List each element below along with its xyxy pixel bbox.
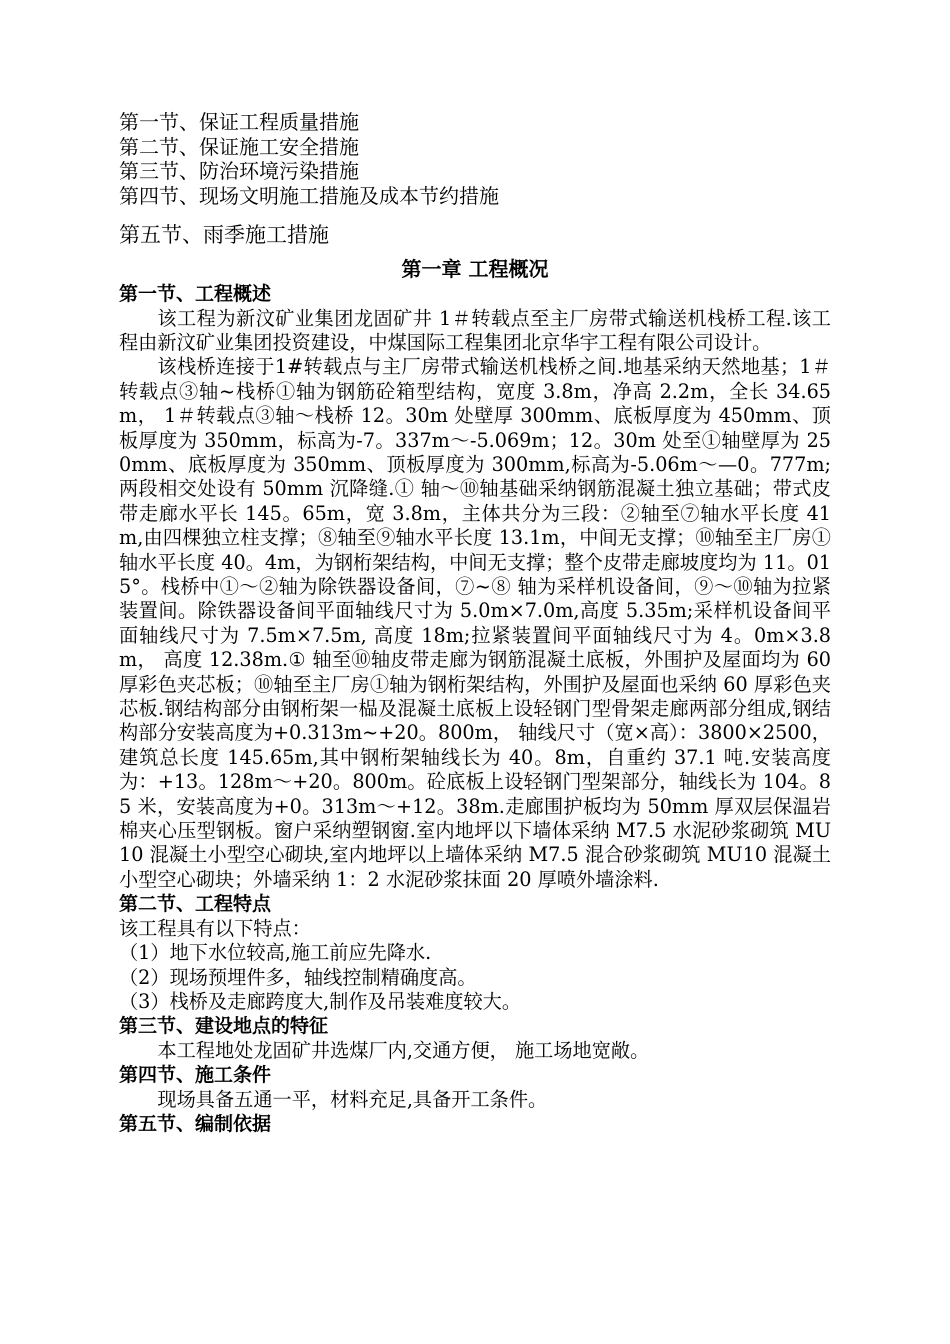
section-heading: 第二节、工程特点 — [119, 893, 272, 916]
section-heading: 第四节、施工条件 — [119, 1064, 272, 1087]
page-content — [119, 110, 831, 1137]
list-item: （3）栈桥及走廊跨度大,制作及吊装难度较大。 — [119, 989, 522, 1013]
section-heading: 第一节、工程概述 — [119, 283, 272, 305]
toc-item: 第一节、保证工程质量措施 — [119, 110, 359, 134]
section-intro: 该工程具有以下特点： — [119, 916, 311, 940]
chapter-title: 第一章 工程概况 — [401, 257, 549, 281]
section-heading: 第三节、建设地点的特征 — [119, 1015, 329, 1038]
list-item: （2）现场预埋件多，轴线控制精确度高。 — [119, 965, 477, 989]
paragraph: 该栈桥连接于1#转载点与主厂房带式输送机栈桥之间.地基采纳天然地基；1＃转载点③轴~栈桥①轴为钢筋砼箱型结构，宽度 3.8m，净高 2.2m，全长 34.65m， 1＃转载点③轴～栈桥 12。30m 处壁厚 300mm、底板厚度为 450mm、顶板厚度为 350mm，标高为-7。337m～-5.069m；12。30m 处至①轴壁厚为 250mm、底板厚度为 350mm、顶板厚度为 300mm,标高为-5.06m～—0。777m;两段相交处设有 50mm 沉降缝.① 轴～⑩轴基础采纳钢筋混凝土独立基础；带式皮带走廊水平长 145。65m，宽 3.8m，主体共分为三段：②轴至⑦轴水平长度 41m,由四棵独立柱支撑；⑧轴至⑨轴水平长度 13.1m，中间无支撑；⑩轴至主厂房①轴水平长度 40。4m，为钢桁架结构，中间无支撑；整个皮带走廊坡度均为 11。015°。栈桥中①～②轴为除铁器设备间，⑦~⑧ 轴为采样机设备间，⑨～⑩轴为拉紧装置间。除铁器设备间平面轴线尺寸为 5.0m×7.0m,高度 5.35m;采样机设备间平面轴线尺寸为 7.5m×7.5m, 高度 18m;拉紧装置间平面轴线尺寸为 4。0m×3.8m， 高度 12.38m.① 轴至⑩轴皮带走廊为钢筋混凝土底板，外围护及屋面均为 60 厚彩色夹芯板；⑩轴至主厂房①轴为钢桁架结构，外围护及屋面也采纳 60 厚彩色夹芯板.钢结构部分由钢桁架一榀及混凝土底板上设轻钢门型骨架走廊两部分组成,钢结构部分安装高度为+0.313m~+20。800m， 轴线尺寸（宽×高）：3800×2500， 建筑总长度 145.65m,其中钢桁架轴线长为 40。8m，自重约 37.1 吨.安装高度为：+13。128m～+20。800m。砼底板上设轻钢门型架部分，轴线长为 104。85 米，安装高度为+0。313m～+12。38m.走廊围护板均为 50mm 厚双层保温岩棉夹心压型钢板。窗户采纳塑钢窗.室内地坪以下墙体采纳 M7.5 水泥砂浆砌筑 MU10 混凝土小型空心砌块,室内地坪以上墙体采纳 M7.5 混合砂浆砌筑 MU10 混凝土小型空心砌块；外墙采纳 1：2 水泥砂浆抹面 20 厚喷外墙涂料. — [119, 355, 831, 891]
paragraph: 该工程为新汶矿业集团龙固矿井 1＃转载点至主厂房带式输送机栈桥工程.该工程由新汶矿业集团投资建设，中煤国际工程集团北京华宇工程有限公司设计。 — [119, 306, 831, 354]
list-item: （1）地下水位较高,施工前应先降水. — [119, 941, 432, 965]
paragraph: 本工程地处龙固矿井选煤厂内,交通方便， 施工场地宽敞。 — [157, 1038, 650, 1062]
toc-item: 第五节、雨季施工措施 — [119, 223, 329, 247]
toc-list — [119, 110, 831, 248]
section-heading: 第五节、编制依据 — [119, 1113, 272, 1136]
paragraph: 现场具备五通一平，材料充足,具备开工条件。 — [157, 1087, 548, 1111]
toc-item: 第二节、保证施工安全措施 — [119, 134, 359, 159]
toc-item: 第四节、现场文明施工措施及成本节约措施 — [119, 183, 499, 208]
toc-item: 第三节、防治环境污染措施 — [119, 159, 359, 183]
